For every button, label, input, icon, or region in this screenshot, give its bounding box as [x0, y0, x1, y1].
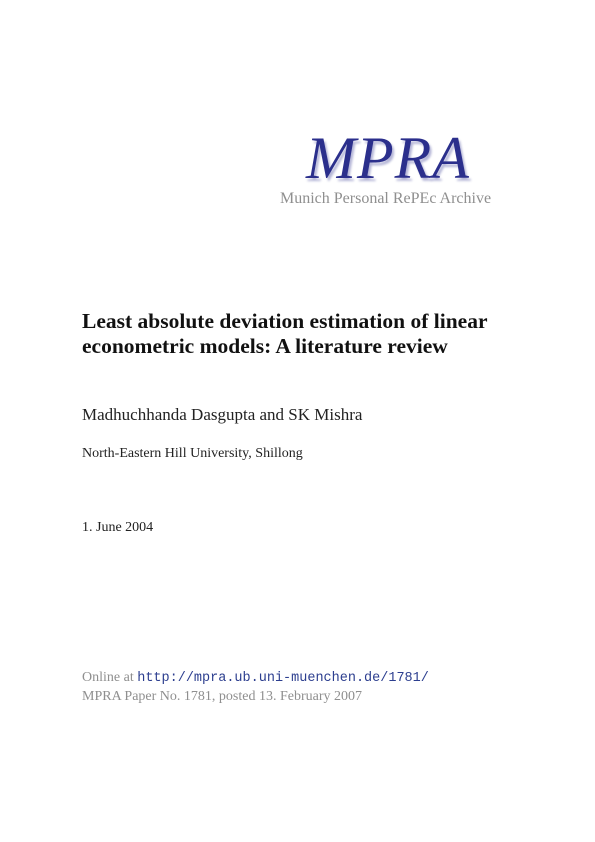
paper-posting-note: MPRA Paper No. 1781, posted 13. February 2007 [82, 689, 362, 704]
paper-date: 1. June 2004 [82, 520, 154, 535]
logo-subtitle: Munich Personal RePEc Archive [280, 190, 492, 207]
mpra-logo [270, 126, 520, 216]
author-affiliation: North-Eastern Hill University, Shillong [82, 446, 303, 461]
online-prefix: Online at [82, 670, 134, 685]
online-availability [82, 669, 429, 688]
paper-title: Least absolute deviation estimation of linear econometric models: A literature review [82, 309, 488, 358]
logo-mark: MPRA [306, 125, 470, 191]
paper-url-link[interactable]: http://mpra.ub.uni-muenchen.de/1781/ [137, 671, 429, 686]
paper-authors: Madhuchhanda Dasgupta and SK Mishra [82, 405, 363, 424]
